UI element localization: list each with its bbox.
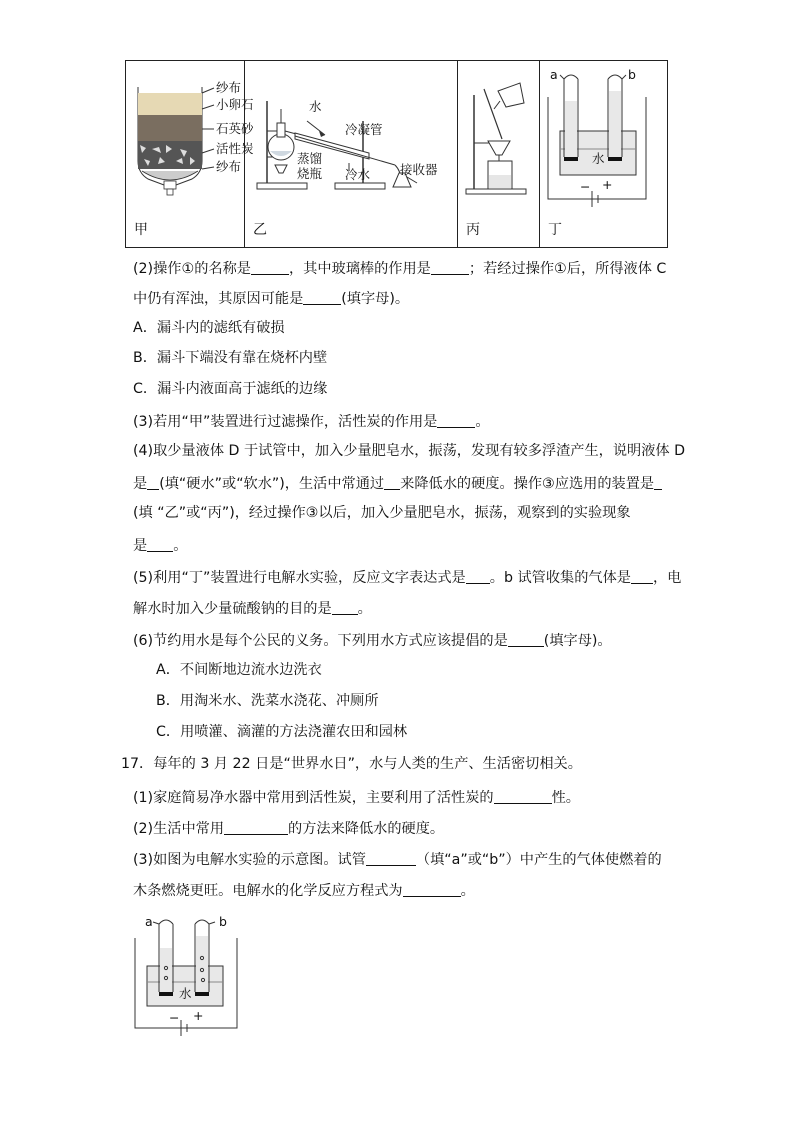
answer-blank[interactable] <box>508 632 544 647</box>
answer-blank[interactable] <box>466 569 490 584</box>
q4-line-2: 是 (填“硬水”或“软水”)，生活中常通过 来降低水的硬度。操作③应选用的装置是 <box>133 475 662 491</box>
q2-option-c: C．漏斗内液面高于滤纸的边缘 <box>133 381 328 397</box>
ding-tube-a-label: a <box>550 67 558 82</box>
figure-ding-caption: 丁 <box>548 222 562 238</box>
ding-water-label: 水 <box>592 151 605 166</box>
q2-line-1: (2)操作①的名称是 ，其中玻璃棒的作用是 ；若经过操作①后，所得液体 C <box>133 261 667 277</box>
yi-label-cold-water: 冷水 <box>345 167 371 182</box>
apparatus-figure-table <box>125 60 668 248</box>
q4-line-4: 是 。 <box>133 538 188 554</box>
jia-label-gauze-bottom: 纱布 <box>216 159 242 174</box>
jia-label-activated-carbon: 活性炭 <box>216 141 254 156</box>
answer-blank[interactable] <box>631 569 653 584</box>
q6-option-b: B．用淘米水、洗菜水浇花、冲厕所 <box>156 693 379 709</box>
answer-blank[interactable] <box>384 475 400 490</box>
answer-blank[interactable] <box>224 820 288 835</box>
q4-line-3: (填 “乙”或“丙”)，经过操作③以后，加入少量肥皂水，振荡，观察到的实验现象 <box>133 505 631 521</box>
bottom-tube-a-label: a <box>145 914 153 929</box>
figure-bing-cell <box>458 61 540 247</box>
bottom-plus-label: + <box>193 1008 204 1023</box>
q6-option-c: C．用喷灌、滴灌的方法浇灌农田和园林 <box>156 724 408 740</box>
figure-yi-caption: 乙 <box>253 222 267 238</box>
q2-option-a: A．漏斗内的滤纸有破损 <box>133 320 285 336</box>
answer-blank[interactable] <box>437 413 475 428</box>
figure-ding-cell <box>540 61 667 247</box>
answer-blank[interactable] <box>494 789 552 804</box>
figure-yi-cell <box>245 61 458 247</box>
bottom-tube-b-label: b <box>219 914 227 929</box>
q17-stem: 17．每年的 3 月 22 日是“世界水日”，水与人类的生产、生活密切相关。 <box>121 756 582 772</box>
answer-blank[interactable] <box>251 260 289 275</box>
q6-line-1: (6)节约用水是每个公民的义务。下列用水方式应该提倡的是 (填字母)。 <box>133 633 612 649</box>
yi-label-flask-2: 烧瓶 <box>297 166 323 181</box>
ding-minus-label: − <box>580 179 591 194</box>
q4-line-1: (4)取少量液体 D 于试管中，加入少量肥皂水，振荡，发现有较多浮渣产生，说明液体 D <box>133 443 686 459</box>
answer-blank[interactable] <box>147 475 159 490</box>
bottom-minus-label: − <box>169 1010 180 1025</box>
ding-plus-label: + <box>602 177 613 192</box>
electrolysis-figure-bottom <box>133 908 243 1040</box>
answer-blank[interactable] <box>147 537 173 552</box>
answer-blank[interactable] <box>332 600 358 615</box>
q6-option-a: A．不间断地边流水边洗衣 <box>156 662 322 678</box>
q3-line: (3)若用“甲”装置进行过滤操作，活性炭的作用是 。 <box>133 414 490 430</box>
answer-blank[interactable] <box>403 882 461 897</box>
yi-label-receiver: 接收器 <box>400 162 438 177</box>
figure-bing-caption: 丙 <box>466 222 480 238</box>
jia-label-pebbles: 小卵石 <box>216 97 254 112</box>
figure-jia-caption: 甲 <box>134 222 148 238</box>
answer-blank[interactable] <box>431 260 469 275</box>
q5-line-2: 解水时加入少量硫酸钠的目的是 。 <box>133 601 372 617</box>
answer-blank[interactable] <box>366 851 416 866</box>
q17-part-3-line-2: 木条燃烧更旺。电解水的化学反应方程式为 。 <box>133 883 475 899</box>
jia-label-gauze-top: 纱布 <box>216 80 242 95</box>
distillation-apparatus-diagram <box>245 61 458 247</box>
ding-tube-b-label: b <box>628 67 636 82</box>
q17-part-1: (1)家庭简易净水器中常用到活性炭，主要利用了活性炭的 性。 <box>133 790 580 806</box>
yi-label-flask-1: 蒸馏 <box>297 151 323 166</box>
q2-option-b: B．漏斗下端没有靠在烧杯内壁 <box>133 350 328 366</box>
q5-line-1: (5)利用“丁”装置进行电解水实验，反应文字表达式是 。b 试管收集的气体是 ，电 <box>133 570 682 586</box>
q17-part-2: (2)生活中常用 的方法来降低水的硬度。 <box>133 821 445 837</box>
yi-label-condenser: 冷凝管 <box>345 122 383 137</box>
jia-label-quartz-sand: 石英砂 <box>216 121 254 136</box>
q17-part-3-line-1: (3)如图为电解水实验的示意图。试管 （填“a”或“b”）中产生的气体使燃着的 <box>133 852 662 868</box>
yi-label-water: 水 <box>309 99 322 114</box>
answer-blank[interactable] <box>654 475 662 490</box>
figure-jia-cell <box>126 61 254 247</box>
answer-blank[interactable] <box>303 290 341 305</box>
q2-line-2: 中仍有浑浊，其原因可能是 (填字母)。 <box>133 291 410 307</box>
bottom-water-label: 水 <box>179 986 192 1001</box>
